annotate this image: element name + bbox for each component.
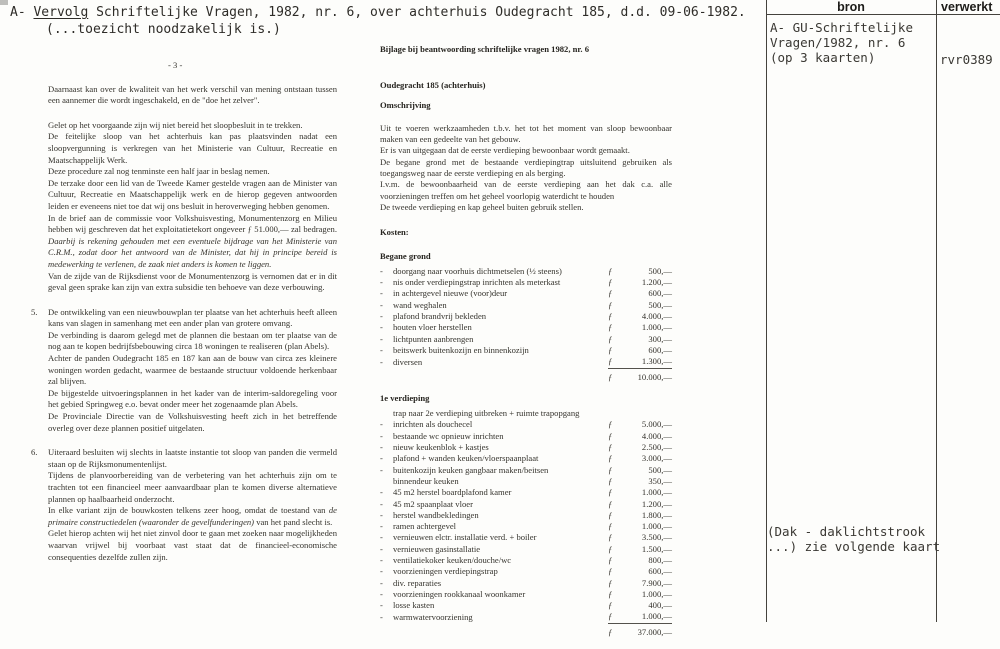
cost-item-money xyxy=(608,532,672,543)
bullet: - xyxy=(380,299,383,310)
text-line: Vragen/1982, nr. 6 xyxy=(770,35,906,50)
cost-item-row xyxy=(380,266,672,277)
text-segment: In de brief aan de commissie voor Volkshuisvesting, Monumentenzorg en Milieu hebben wij geschreven dat het exploitatietekort ongeveer ƒ 51.000,— zal bedragen. xyxy=(48,212,337,235)
bullet: - xyxy=(380,442,383,453)
text-line: De ontwikkeling van een nieuwbouwplan ter plaatse van het achterhuis heeft alleen kans van slagen in samenhang met een ander plan van grotere omvang. xyxy=(48,306,337,329)
cost-item-money xyxy=(608,345,672,356)
amount-value: 5.000,— xyxy=(641,419,672,430)
amount-value: 1.300,— xyxy=(641,356,672,367)
cost-item-row xyxy=(380,476,672,487)
cost-item-label: div. reparaties xyxy=(393,577,442,588)
text-line: De begane grond met de bestaande verdiepingtrap uitsluitend gebruiken als toegangsweg naar de eerste verdieping en als berging. xyxy=(380,156,672,179)
cost-item-row xyxy=(380,510,672,521)
cost-item-label: nis onder verdiepingstrap inrichten als meterkast xyxy=(393,277,561,288)
cost-item-money xyxy=(608,600,672,611)
bullet: - xyxy=(380,322,383,333)
cost-item-row xyxy=(380,300,672,311)
cost-item-label: 45 m2 spaanplaat vloer xyxy=(393,498,473,509)
cost-group-total xyxy=(608,627,672,638)
amount-value: 600,— xyxy=(648,288,672,299)
cost-item-label: ventilatiekoker keuken/douche/wc xyxy=(393,554,512,565)
text-line: (Dak - daklichtstrook xyxy=(767,524,926,539)
cost-item-row xyxy=(380,288,672,299)
bullet: - xyxy=(380,612,383,623)
cost-item-money xyxy=(608,334,672,345)
text-line: Van de zijde van de Rijksdienst voor de Monumentenzorg is vernomen dat er in dit geval geen sprake kan zijn van extra subsidie ten behoeve van deze verbouwing. xyxy=(48,270,337,293)
header-title-rest: Schriftelijke Vragen, 1982, nr. 6, over achterhuis Oudegracht 185, d.d. 09-06-1982. xyxy=(88,5,746,20)
amount-value: 4.000,— xyxy=(641,311,672,322)
cost-item-money xyxy=(608,311,672,322)
text-segment: In elke variant zijn de bouwkosten telkens zeer hoog, omdat de toestand van xyxy=(48,505,329,516)
text-line: Tijdens de planvoorbereiding van de verbetering van het achterhuis zijn om te trachten tot een financieel meer aanvaardbaar plan te komen diverse alternatieve plannen op haalbaarheid onderzocht. xyxy=(48,470,337,504)
text-line: Daarnaast kan over de kwaliteit van het werk verschil van mening ontstaan tussen een aannemer die wordt ingeschakeld, en de "doe het zelver". xyxy=(48,83,337,106)
currency-symbol: ƒ xyxy=(608,419,613,430)
cost-group-begane-grond xyxy=(380,251,672,383)
currency-symbol: ƒ xyxy=(608,430,613,441)
header-line-2: (...toezicht noodzakelijk is.) xyxy=(46,22,281,37)
text-line: I.v.m. de bewoonbaarheid van de eerste verdieping aan het dak c.a. alle voorzieningen treffen om het geheel voorlopig waterdicht te houden xyxy=(380,179,672,201)
cost-group-total xyxy=(608,372,672,383)
numbered-paragraph-6 xyxy=(31,447,337,563)
cost-item-money xyxy=(608,510,672,521)
text-line: De tweede verdieping en kap geheel buiten gebruik stellen. xyxy=(380,201,584,212)
currency-symbol: ƒ xyxy=(608,600,613,611)
description-paragraph xyxy=(380,123,672,213)
bullet: - xyxy=(380,509,383,520)
cost-group-1e-verdieping xyxy=(380,393,672,638)
currency-symbol: ƒ xyxy=(608,442,613,453)
bullet: - xyxy=(380,554,383,565)
text-line xyxy=(48,213,337,271)
cost-item-row xyxy=(380,589,672,600)
currency-symbol: ƒ xyxy=(608,322,613,333)
cost-item-money xyxy=(608,288,672,299)
bullet: - xyxy=(380,532,383,543)
bullet: - xyxy=(380,543,383,554)
text-segment-italic: de primaire constructiedelen (waaronder de gevelfunderingen) xyxy=(48,505,337,527)
bullet: - xyxy=(380,430,383,441)
cost-group-heading: Begane grond xyxy=(380,250,431,261)
text-line: De verbinding is daarom gelegd met de plannen die bestaan om ter plaatse van de nog aan te kopen bedrijfsbebouwing circa 18 woningen te realiseren (plan Abels). xyxy=(48,329,337,352)
currency-symbol: ƒ xyxy=(608,543,613,554)
cost-item-label: diversen xyxy=(393,357,423,368)
text-line: Uit te voeren werkzaamheden t.b.v. het tot het moment van sloop bewoonbaar maken van een gedeelte van het gebouw. xyxy=(380,122,672,145)
currency-symbol: ƒ xyxy=(608,475,613,486)
bullet: - xyxy=(380,277,383,288)
table-header-underline xyxy=(766,14,1000,15)
cost-item-money xyxy=(608,322,672,333)
amount-value: 1.000,— xyxy=(641,611,672,622)
cost-item-row xyxy=(380,322,672,333)
bullet: - xyxy=(380,600,383,611)
document-header xyxy=(10,4,790,38)
text-line: ...) zie volgende kaart xyxy=(767,539,941,554)
cost-item-label: doorgang naar voorhuis dichtmetselen (½ steens) xyxy=(393,265,562,276)
cost-item-money xyxy=(608,566,672,577)
cost-item-money xyxy=(608,300,672,311)
amount-value: 3.500,— xyxy=(641,532,672,543)
cost-item-label: warmwatervoorziening xyxy=(393,612,473,623)
cost-item-money xyxy=(608,442,672,453)
amount-value: 500,— xyxy=(648,265,672,276)
cost-item-row xyxy=(380,487,672,498)
cost-item-row xyxy=(380,356,672,368)
currency-symbol: ƒ xyxy=(608,626,613,637)
cost-item-row xyxy=(380,345,672,356)
bullet: - xyxy=(380,357,383,368)
section-heading-kosten: Kosten: xyxy=(380,227,409,238)
amount-value: 2.500,— xyxy=(641,442,672,453)
bullet: - xyxy=(380,311,383,322)
amount-value: 500,— xyxy=(648,299,672,310)
text-line: Gelet hierop achten wij het niet zinvol door te gaan met zoeken naar mogelijkheden waarvan vrijwel bij voorbaat vast staat dat de financieel-economische consequenties dezelfde zullen zijn. xyxy=(48,528,337,562)
list-number: 5. xyxy=(31,306,38,317)
bullet: - xyxy=(380,521,383,532)
cost-item-row xyxy=(380,611,672,623)
cost-item-money-underlined xyxy=(608,611,672,623)
numbered-paragraph-5 xyxy=(31,306,337,435)
text-line: De Provinciale Directie van de Volkshuisvesting heeft zich in het betreffende overleg over deze plannen positief uitgelaten. xyxy=(48,411,337,433)
section-heading-omschrijving: Omschrijving xyxy=(380,99,431,110)
bullet: - xyxy=(380,453,383,464)
cost-item-row xyxy=(380,408,672,431)
cost-item-row xyxy=(380,453,672,464)
amount-value: 300,— xyxy=(648,333,672,344)
cost-item-money xyxy=(608,544,672,555)
cost-item-label: wand weghalen xyxy=(393,299,447,310)
bullet: - xyxy=(380,498,383,509)
cost-item-row xyxy=(380,431,672,442)
bullet: - xyxy=(380,464,383,475)
header-title-underlined: Vervolg xyxy=(33,5,89,20)
currency-symbol: ƒ xyxy=(608,487,613,498)
cost-item-label: losse kasten xyxy=(393,600,435,611)
cost-item-row xyxy=(380,544,672,555)
cost-item-label: plafond brandvrij bekleden xyxy=(393,311,487,322)
subject-line: Oudegracht 185 (achterhuis) xyxy=(380,80,486,91)
cost-item-row xyxy=(380,499,672,510)
cost-item-money xyxy=(608,465,672,476)
cost-item-row xyxy=(380,521,672,532)
text-line: A- GU-Schriftelijke xyxy=(770,20,913,35)
cost-item-money xyxy=(608,555,672,566)
text-line: Uiteraard besluiten wij slechts in laatste instantie tot sloop van panden die vermeld staan op de Rijksmonumentenlijst. xyxy=(48,447,337,469)
cost-item-money xyxy=(608,578,672,589)
currency-symbol: ƒ xyxy=(608,344,613,355)
cost-item-money xyxy=(608,589,672,600)
text-line: Er is van uitgegaan dat de eerste verdieping bewoonbaar wordt gemaakt. xyxy=(380,145,630,156)
currency-symbol: ƒ xyxy=(608,509,613,520)
text-segment-italic: Daarbij is rekening gehouden met een eventuele bijdrage van het Ministerie van C.R.M., zodat door het antwoord van de Minister, dat hij in principe bereid is medewerking te verlenen, de zaak niet anders is komen te liggen. xyxy=(48,235,337,269)
amount-value: 1.800,— xyxy=(641,509,672,520)
currency-symbol: ƒ xyxy=(608,288,613,299)
cost-item-money xyxy=(608,476,672,487)
cost-item-row xyxy=(380,334,672,345)
currency-symbol: ƒ xyxy=(608,333,613,344)
source-reference xyxy=(770,20,913,65)
text-line: Achter de panden Oudegracht 185 en 187 kan aan de bouw van circa zes kleinere woningen worden gedacht, waarmee de bestaande structuur voldoende herkenbaar zal blijven. xyxy=(48,353,337,387)
currency-symbol: ƒ xyxy=(608,464,613,475)
amount-value: 1.000,— xyxy=(641,322,672,333)
cost-item-row xyxy=(380,600,672,611)
header-prefix: A- xyxy=(10,5,34,20)
cost-item-row xyxy=(380,442,672,453)
cost-item-money xyxy=(608,453,672,464)
amount-value: 1.000,— xyxy=(641,487,672,498)
cost-item-label: lichtpunten aanbrengen xyxy=(393,333,474,344)
paragraph xyxy=(48,84,337,107)
text-line: Gelet op het voorgaande zijn wij niet bereid het sloopbesluit in te trekken. xyxy=(48,119,303,130)
currency-symbol: ƒ xyxy=(608,265,613,276)
column-header-verwerkt: verwerkt xyxy=(941,0,993,14)
cost-item-row xyxy=(380,311,672,322)
currency-symbol: ƒ xyxy=(608,371,613,382)
cost-item-label: voorzieningen rookkanaal woonkamer xyxy=(393,588,526,599)
cost-item-row xyxy=(380,277,672,288)
currency-symbol: ƒ xyxy=(608,356,613,367)
bullet: - xyxy=(380,588,383,599)
currency-symbol: ƒ xyxy=(608,611,613,622)
currency-symbol: ƒ xyxy=(608,311,613,322)
total-amount-value: 10.000,— xyxy=(637,371,672,382)
scan-artifact xyxy=(0,0,8,5)
cost-item-money xyxy=(608,419,672,430)
cost-item-money xyxy=(608,431,672,442)
paragraph xyxy=(48,120,337,294)
margin-note xyxy=(767,524,940,554)
text-line: De terzake door een lid van de Tweede Kamer gestelde vragen aan de Minister van Cultuur, Recreatie en Maatschappelijk werk en de hierop gegeven antwoorden leiden er eveneens niet toe dat wij ons besluit in heroverweging hebben genomen. xyxy=(48,177,337,211)
header-line-1 xyxy=(10,4,790,21)
text-line: (op 3 kaarten) xyxy=(770,50,876,65)
amount-value: 3.000,— xyxy=(641,453,672,464)
currency-symbol: ƒ xyxy=(608,521,613,532)
attachment-title: Bijlage bij beantwoording schriftelijke vragen 1982, nr. 6 xyxy=(380,44,590,54)
cost-item-money xyxy=(608,521,672,532)
cost-item-row xyxy=(380,566,672,577)
currency-symbol: ƒ xyxy=(608,554,613,565)
total-amount-value: 37.000,— xyxy=(637,626,672,637)
cost-item-label: herstel wandbekledingen xyxy=(393,509,479,520)
cost-item-label: voorzieningen verdiepingstrap xyxy=(393,566,498,577)
cost-item-money xyxy=(608,277,672,288)
column-header-bron: bron xyxy=(837,0,865,14)
bullet: - xyxy=(380,344,383,355)
cost-group-heading: 1e verdieping xyxy=(380,392,430,403)
left-column xyxy=(31,60,337,576)
cost-group-total-row xyxy=(380,372,672,383)
currency-symbol: ƒ xyxy=(608,566,613,577)
currency-symbol: ƒ xyxy=(608,532,613,543)
bullet: - xyxy=(380,333,383,344)
currency-symbol: ƒ xyxy=(608,588,613,599)
cost-item-money xyxy=(608,266,672,277)
bullet: - xyxy=(380,487,383,498)
text-line: Deze procedure zal nog tenminste een half jaar in beslag nemen. xyxy=(48,166,270,177)
processing-code: rvr0389 xyxy=(940,52,993,67)
amount-value: 4.000,— xyxy=(641,430,672,441)
currency-symbol: ƒ xyxy=(608,498,613,509)
bullet: - xyxy=(380,419,383,430)
cost-item-money xyxy=(608,499,672,510)
cost-item-label: binnendeur keuken xyxy=(393,475,459,486)
amount-value: 400,— xyxy=(648,600,672,611)
cost-item-money-underlined xyxy=(608,356,672,368)
amount-value: 7.900,— xyxy=(641,577,672,588)
amount-value: 1.200,— xyxy=(641,277,672,288)
text-line: De feitelijke sloop van het achterhuis kan pas plaatsvinden nadat een sloopvergunning is verkregen van het Ministerie van Cultuur, Recreatie en Maatschappelijk Werk. xyxy=(48,131,337,165)
page-number: - 3 - xyxy=(168,60,183,70)
amount-value: 600,— xyxy=(648,344,672,355)
list-number: 6. xyxy=(31,447,38,458)
cost-item-row xyxy=(380,578,672,589)
amount-value: 350,— xyxy=(648,475,672,486)
cost-item-row xyxy=(380,532,672,543)
amount-value: 1.000,— xyxy=(641,588,672,599)
currency-symbol: ƒ xyxy=(608,453,613,464)
currency-symbol: ƒ xyxy=(608,577,613,588)
amount-value: 1.200,— xyxy=(641,498,672,509)
cost-item-label: houten vloer herstellen xyxy=(393,322,472,333)
cost-item-label: vernieuwen gasinstallatie xyxy=(393,543,481,554)
cost-item-row xyxy=(380,465,672,476)
cost-item-label: in achtergevel nieuwe (voor)deur xyxy=(393,288,508,299)
currency-symbol: ƒ xyxy=(608,299,613,310)
cost-item-row xyxy=(380,555,672,566)
cost-group-total-row xyxy=(380,627,672,638)
bullet: - xyxy=(380,566,383,577)
cost-item-label: buitenkozijn keuken gangbaar maken/beitsen xyxy=(393,464,549,475)
cost-item-label: bestaande wc opnieuw inrichten xyxy=(393,430,504,441)
cost-item-money xyxy=(608,487,672,498)
text-segment: van het pand slecht is. xyxy=(254,516,333,527)
bullet: - xyxy=(380,288,383,299)
middle-column xyxy=(380,44,672,638)
text-line xyxy=(48,505,337,528)
amount-value: 500,— xyxy=(648,464,672,475)
cost-item-label: vernieuwen elctr. installatie verd. + boiler xyxy=(393,532,537,543)
cost-item-label: nieuw keukenblok + kastjes xyxy=(393,442,489,453)
bullet: - xyxy=(380,577,383,588)
amount-value: 1.000,— xyxy=(641,521,672,532)
currency-symbol: ƒ xyxy=(608,277,613,288)
bullet: - xyxy=(380,265,383,276)
cost-item-label: plafond + wanden keuken/vloerspaanplaat xyxy=(393,453,539,464)
cost-item-label: ramen achtergevel xyxy=(393,521,457,532)
cost-item-label: 45 m2 herstel boardplafond kamer xyxy=(393,487,512,498)
cost-item-label: beitswerk buitenkozijn en binnenkozijn xyxy=(393,344,529,355)
text-line: De bijgestelde uitvoeringsplannen in het kader van de interim-saldoregeling voor het gebied Springweg e.o. bevat onder meer het zogenaamde plan Abels. xyxy=(48,387,337,410)
amount-value: 600,— xyxy=(648,566,672,577)
amount-value: 1.500,— xyxy=(641,543,672,554)
cost-item-label: trap naar 2e verdieping uitbreken + ruimte trapopgang inrichten als douchecel xyxy=(393,408,580,430)
amount-value: 800,— xyxy=(648,554,672,565)
